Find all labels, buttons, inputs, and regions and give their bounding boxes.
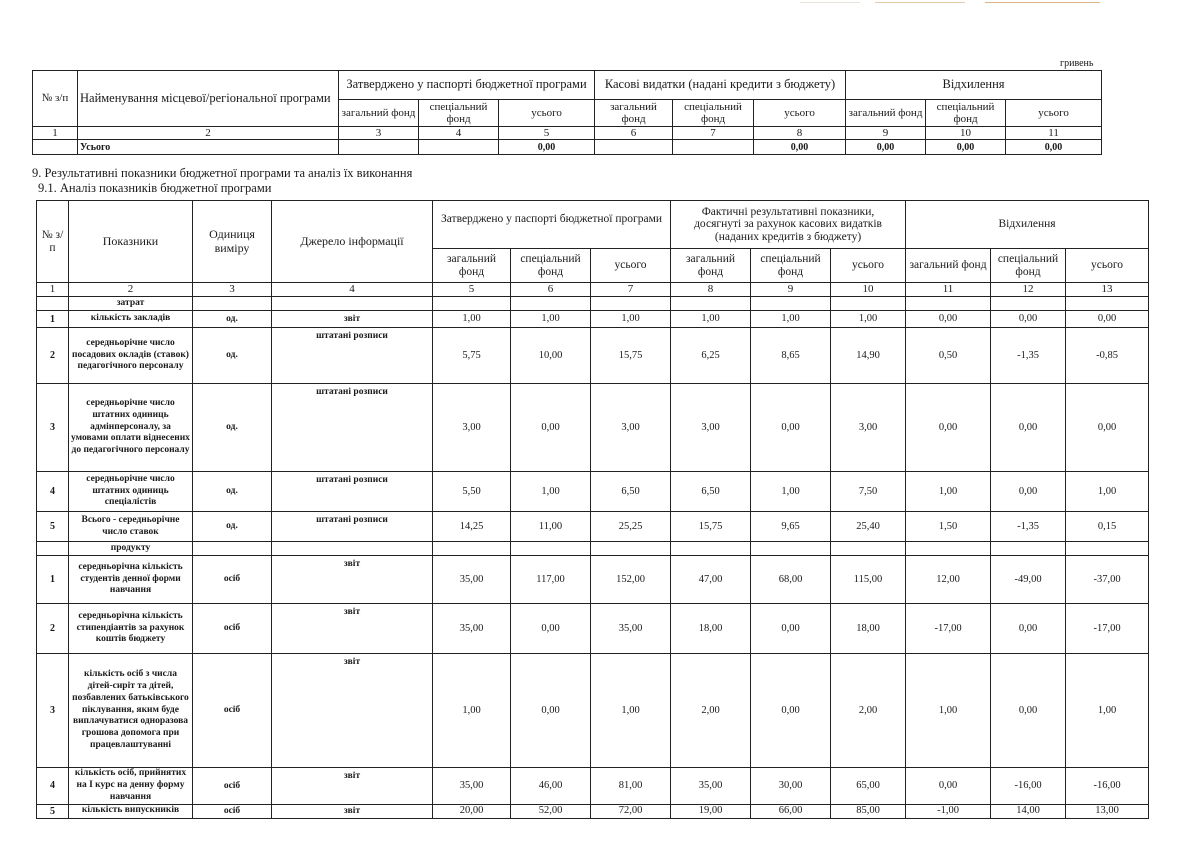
header-special-fund: спеціальний фонд [419, 100, 499, 127]
header-total: усього [831, 249, 906, 283]
category-row [37, 542, 1149, 556]
unit-of-measure: од. [193, 384, 272, 472]
indicator-value: 18,00 [671, 604, 751, 654]
column-number: 2 [78, 127, 339, 140]
header-general-fund: загальний фонд [433, 249, 511, 283]
header-actual: Фактичні результативні показники, досягнуті за рахунок касових видатків (наданих кредитів з бюджету) [671, 201, 906, 249]
indicator-value: 12,00 [906, 556, 991, 604]
column-number: 5 [499, 127, 595, 140]
column-number: 11 [906, 283, 991, 297]
section-9-title: 9. Результативні показники бюджетної програми та аналіз їх виконання [32, 166, 413, 180]
header-special-fund: спеціальний фонд [991, 249, 1066, 283]
indicator-value: 0,00 [511, 654, 591, 768]
empty-cell [433, 542, 511, 556]
total-value [339, 140, 419, 155]
indicator-value: 0,00 [991, 654, 1066, 768]
indicator-value: 20,00 [433, 804, 511, 818]
empty-cell [751, 297, 831, 311]
indicator-value: 1,50 [906, 512, 991, 542]
header-special-fund: спеціальний фонд [511, 249, 591, 283]
indicator-value: 1,00 [906, 472, 991, 512]
indicator-value: -16,00 [991, 768, 1066, 805]
indicator-value: 52,00 [511, 804, 591, 818]
unit-of-measure: осіб [193, 768, 272, 805]
unit-of-measure: осіб [193, 604, 272, 654]
empty-cell [1066, 542, 1149, 556]
indicator-value: 2,00 [671, 654, 751, 768]
indicator-name: кількість закладів [69, 311, 193, 328]
column-number: 3 [193, 283, 272, 297]
indicator-value: 0,15 [1066, 512, 1149, 542]
indicator-value: 11,00 [511, 512, 591, 542]
indicator-value: 15,75 [671, 512, 751, 542]
total-no [33, 140, 78, 155]
header-special-fund: спеціальний фонд [673, 100, 754, 127]
indicator-value: 35,00 [433, 768, 511, 805]
empty-cell [831, 297, 906, 311]
column-number: 7 [591, 283, 671, 297]
empty-cell [991, 542, 1066, 556]
indicator-name: середньорічне число штатних одиниць спеціалістів [69, 472, 193, 512]
unit-of-measure: од. [193, 328, 272, 384]
indicator-value: 14,00 [991, 804, 1066, 818]
indicator-value: 0,00 [511, 384, 591, 472]
total-value [673, 140, 754, 155]
empty-cell [511, 297, 591, 311]
unit-of-measure: осіб [193, 804, 272, 818]
header-special-fund: спеціальний фонд [751, 249, 831, 283]
indicator-name: Всього - середньорічне число ставок [69, 512, 193, 542]
header-total: усього [1066, 249, 1149, 283]
indicator-value: 72,00 [591, 804, 671, 818]
information-source: штатані розписи [272, 512, 433, 542]
indicator-value: 7,50 [831, 472, 906, 512]
header-total: усього [499, 100, 595, 127]
row-number: 3 [37, 654, 69, 768]
total-value: 0,00 [499, 140, 595, 155]
empty-cell [991, 297, 1066, 311]
row-number: 3 [37, 384, 69, 472]
indicator-name: середньорічне число штатних одиниць адмінперсоналу, за умовами оплати віднесених до педагогічного персоналу [69, 384, 193, 472]
indicator-value: 6,25 [671, 328, 751, 384]
column-number: 4 [272, 283, 433, 297]
row-number: 2 [37, 604, 69, 654]
empty-cell [1066, 297, 1149, 311]
indicator-row [37, 472, 1149, 512]
indicator-name: середньорічна кількість студентів денної форми навчання [69, 556, 193, 604]
indicator-value: 10,00 [511, 328, 591, 384]
information-source: звіт [272, 768, 433, 805]
indicators-analysis-table [36, 200, 1149, 819]
indicator-value: -16,00 [1066, 768, 1149, 805]
header-source: Джерело інформації [272, 201, 433, 283]
indicator-value: 1,00 [1066, 654, 1149, 768]
column-number: 7 [673, 127, 754, 140]
indicator-value: 25,25 [591, 512, 671, 542]
scan-artifact [800, 2, 860, 3]
category-label: затрат [69, 297, 193, 311]
indicator-value: 35,00 [591, 604, 671, 654]
unit-of-measure: од. [193, 311, 272, 328]
category-label: продукту [69, 542, 193, 556]
header-general-fund: загальний фонд [671, 249, 751, 283]
indicator-row [37, 654, 1149, 768]
indicator-value: 65,00 [831, 768, 906, 805]
header-total: усього [591, 249, 671, 283]
header-approved: Затверджено у паспорті бюджетної програми [433, 201, 671, 249]
header-no: № з/п [33, 71, 78, 127]
indicator-value: 117,00 [511, 556, 591, 604]
header-general-fund: загальний фонд [339, 100, 419, 127]
indicator-value: 35,00 [433, 556, 511, 604]
total-value: 0,00 [1006, 140, 1102, 155]
indicator-value: 5,50 [433, 472, 511, 512]
column-number: 12 [991, 283, 1066, 297]
indicator-value: 68,00 [751, 556, 831, 604]
unit-of-measure: осіб [193, 556, 272, 604]
indicator-value: 1,00 [511, 311, 591, 328]
row-number: 4 [37, 472, 69, 512]
section-9-1-title: 9.1. Аналіз показників бюджетної програми [38, 181, 272, 195]
header-no: № з/п [37, 201, 69, 283]
indicator-value: 13,00 [1066, 804, 1149, 818]
indicator-name: середньорічне число посадових окладів (ставок) педагогічного персоналу [69, 328, 193, 384]
header-total: усього [754, 100, 846, 127]
total-value [419, 140, 499, 155]
unit-of-measure: од. [193, 512, 272, 542]
total-label: Усього [78, 140, 339, 155]
empty-cell [433, 297, 511, 311]
header-indicators: Показники [69, 201, 193, 283]
empty-cell [272, 297, 433, 311]
empty-cell [272, 542, 433, 556]
empty-cell [906, 297, 991, 311]
header-approved: Затверджено у паспорті бюджетної програми [339, 71, 595, 100]
indicator-value: 6,50 [671, 472, 751, 512]
empty-cell [671, 542, 751, 556]
empty-cell [671, 297, 751, 311]
currency-unit-label: гривень [1060, 58, 1094, 69]
unit-of-measure: осіб [193, 654, 272, 768]
column-number: 4 [419, 127, 499, 140]
row-number: 2 [37, 328, 69, 384]
indicator-value: 30,00 [751, 768, 831, 805]
indicator-value: 115,00 [831, 556, 906, 604]
indicator-value: 81,00 [591, 768, 671, 805]
header-program-name: Найменування місцевої/регіональної програми [78, 71, 339, 127]
empty-cell [831, 542, 906, 556]
indicator-value: 14,25 [433, 512, 511, 542]
indicator-row [37, 311, 1149, 328]
indicator-value: 0,00 [751, 604, 831, 654]
header-deviation: Відхилення [906, 201, 1149, 249]
indicator-value: 1,00 [511, 472, 591, 512]
column-number: 6 [595, 127, 673, 140]
column-number: 1 [33, 127, 78, 140]
column-number: 10 [831, 283, 906, 297]
indicator-value: 19,00 [671, 804, 751, 818]
column-number: 2 [69, 283, 193, 297]
empty-cell [511, 542, 591, 556]
category-no [37, 542, 69, 556]
total-value: 0,00 [926, 140, 1006, 155]
indicator-row [37, 328, 1149, 384]
indicator-row [37, 556, 1149, 604]
column-number: 9 [751, 283, 831, 297]
empty-cell [193, 297, 272, 311]
indicator-value: 0,00 [991, 384, 1066, 472]
total-row [33, 140, 1102, 155]
indicator-value: 9,65 [751, 512, 831, 542]
indicator-value: 0,00 [1066, 311, 1149, 328]
program-expenses-table [32, 70, 1102, 155]
indicator-value: 18,00 [831, 604, 906, 654]
indicator-value: 6,50 [591, 472, 671, 512]
category-row [37, 297, 1149, 311]
information-source: штатані розписи [272, 384, 433, 472]
category-no [37, 297, 69, 311]
indicator-value: -1,00 [906, 804, 991, 818]
indicator-value: 3,00 [831, 384, 906, 472]
indicator-value: 0,00 [511, 604, 591, 654]
indicator-value: 1,00 [751, 311, 831, 328]
column-number: 8 [671, 283, 751, 297]
indicator-value: 1,00 [433, 311, 511, 328]
indicator-value: 0,00 [991, 604, 1066, 654]
indicator-value: 1,00 [906, 654, 991, 768]
indicator-name: середньорічна кількість стипендіантів за рахунок коштів бюджету [69, 604, 193, 654]
indicator-value: 1,00 [671, 311, 751, 328]
indicator-value: -49,00 [991, 556, 1066, 604]
empty-cell [751, 542, 831, 556]
indicator-value: 15,75 [591, 328, 671, 384]
indicator-value: 0,00 [906, 768, 991, 805]
scan-artifact [985, 2, 1100, 3]
indicator-value: 46,00 [511, 768, 591, 805]
indicator-value: 1,00 [591, 311, 671, 328]
information-source: звіт [272, 604, 433, 654]
column-number: 6 [511, 283, 591, 297]
column-number: 8 [754, 127, 846, 140]
header-general-fund: загальний фонд [906, 249, 991, 283]
information-source: штатані розписи [272, 328, 433, 384]
column-number: 3 [339, 127, 419, 140]
header-general-fund: загальний фонд [846, 100, 926, 127]
information-source: штатані розписи [272, 472, 433, 512]
indicator-value: 35,00 [433, 604, 511, 654]
scan-artifact [875, 2, 965, 3]
row-number: 1 [37, 311, 69, 328]
column-number: 10 [926, 127, 1006, 140]
indicator-value: -1,35 [991, 328, 1066, 384]
column-number: 9 [846, 127, 926, 140]
total-value: 0,00 [846, 140, 926, 155]
indicator-value: 3,00 [433, 384, 511, 472]
total-value: 0,00 [754, 140, 846, 155]
header-cash-expenses: Касові видатки (надані кредити з бюджету) [595, 71, 846, 100]
empty-cell [591, 542, 671, 556]
indicator-value: 0,00 [1066, 384, 1149, 472]
indicator-value: 0,00 [906, 384, 991, 472]
header-general-fund: загальний фонд [595, 100, 673, 127]
information-source: звіт [272, 654, 433, 768]
indicator-value: 0,50 [906, 328, 991, 384]
indicator-value: -37,00 [1066, 556, 1149, 604]
indicator-value: 152,00 [591, 556, 671, 604]
indicator-value: 2,00 [831, 654, 906, 768]
header-special-fund: спеціальний фонд [926, 100, 1006, 127]
column-numbers-row [37, 283, 1149, 297]
column-number: 11 [1006, 127, 1102, 140]
column-number: 1 [37, 283, 69, 297]
indicator-row [37, 604, 1149, 654]
indicator-row [37, 384, 1149, 472]
information-source: звіт [272, 804, 433, 818]
empty-cell [193, 542, 272, 556]
indicator-value: 1,00 [831, 311, 906, 328]
indicator-value: 14,90 [831, 328, 906, 384]
row-number: 1 [37, 556, 69, 604]
information-source: звіт [272, 311, 433, 328]
indicator-value: -17,00 [1066, 604, 1149, 654]
indicator-row [37, 804, 1149, 818]
indicator-value: -17,00 [906, 604, 991, 654]
indicator-value: 3,00 [591, 384, 671, 472]
indicator-row [37, 512, 1149, 542]
unit-of-measure: од. [193, 472, 272, 512]
indicator-value: 0,00 [991, 472, 1066, 512]
column-number: 13 [1066, 283, 1149, 297]
row-number: 4 [37, 768, 69, 805]
indicator-value: 8,65 [751, 328, 831, 384]
indicator-value: -1,35 [991, 512, 1066, 542]
indicator-value: 0,00 [751, 384, 831, 472]
indicator-value: 1,00 [751, 472, 831, 512]
indicator-value: 1,00 [591, 654, 671, 768]
indicator-row [37, 768, 1149, 805]
indicator-value: 0,00 [991, 311, 1066, 328]
information-source: звіт [272, 556, 433, 604]
indicator-value: 35,00 [671, 768, 751, 805]
empty-cell [906, 542, 991, 556]
header-unit: Одиниця виміру [193, 201, 272, 283]
column-numbers-row [33, 127, 1102, 140]
indicator-value: 0,00 [906, 311, 991, 328]
row-number: 5 [37, 512, 69, 542]
total-value [595, 140, 673, 155]
indicator-name: кількість випускників [69, 804, 193, 818]
indicator-value: 1,00 [1066, 472, 1149, 512]
indicator-value: 3,00 [671, 384, 751, 472]
indicator-value: -0,85 [1066, 328, 1149, 384]
indicator-name: кількість осіб, прийнятих на І курс на денну форму навчання [69, 768, 193, 805]
indicator-value: 85,00 [831, 804, 906, 818]
indicator-name: кількість осіб з числа дітей-сиріт та дітей, позбавлених батьківського піклування, яким буде виплачуватися одноразова грошова допомога при працевлаштуванні [69, 654, 193, 768]
header-deviation: Відхилення [846, 71, 1102, 100]
indicator-value: 25,40 [831, 512, 906, 542]
empty-cell [591, 297, 671, 311]
indicator-value: 66,00 [751, 804, 831, 818]
header-total: усього [1006, 100, 1102, 127]
column-number: 5 [433, 283, 511, 297]
indicator-value: 1,00 [433, 654, 511, 768]
row-number: 5 [37, 804, 69, 818]
indicator-value: 0,00 [751, 654, 831, 768]
indicator-value: 5,75 [433, 328, 511, 384]
indicator-value: 47,00 [671, 556, 751, 604]
